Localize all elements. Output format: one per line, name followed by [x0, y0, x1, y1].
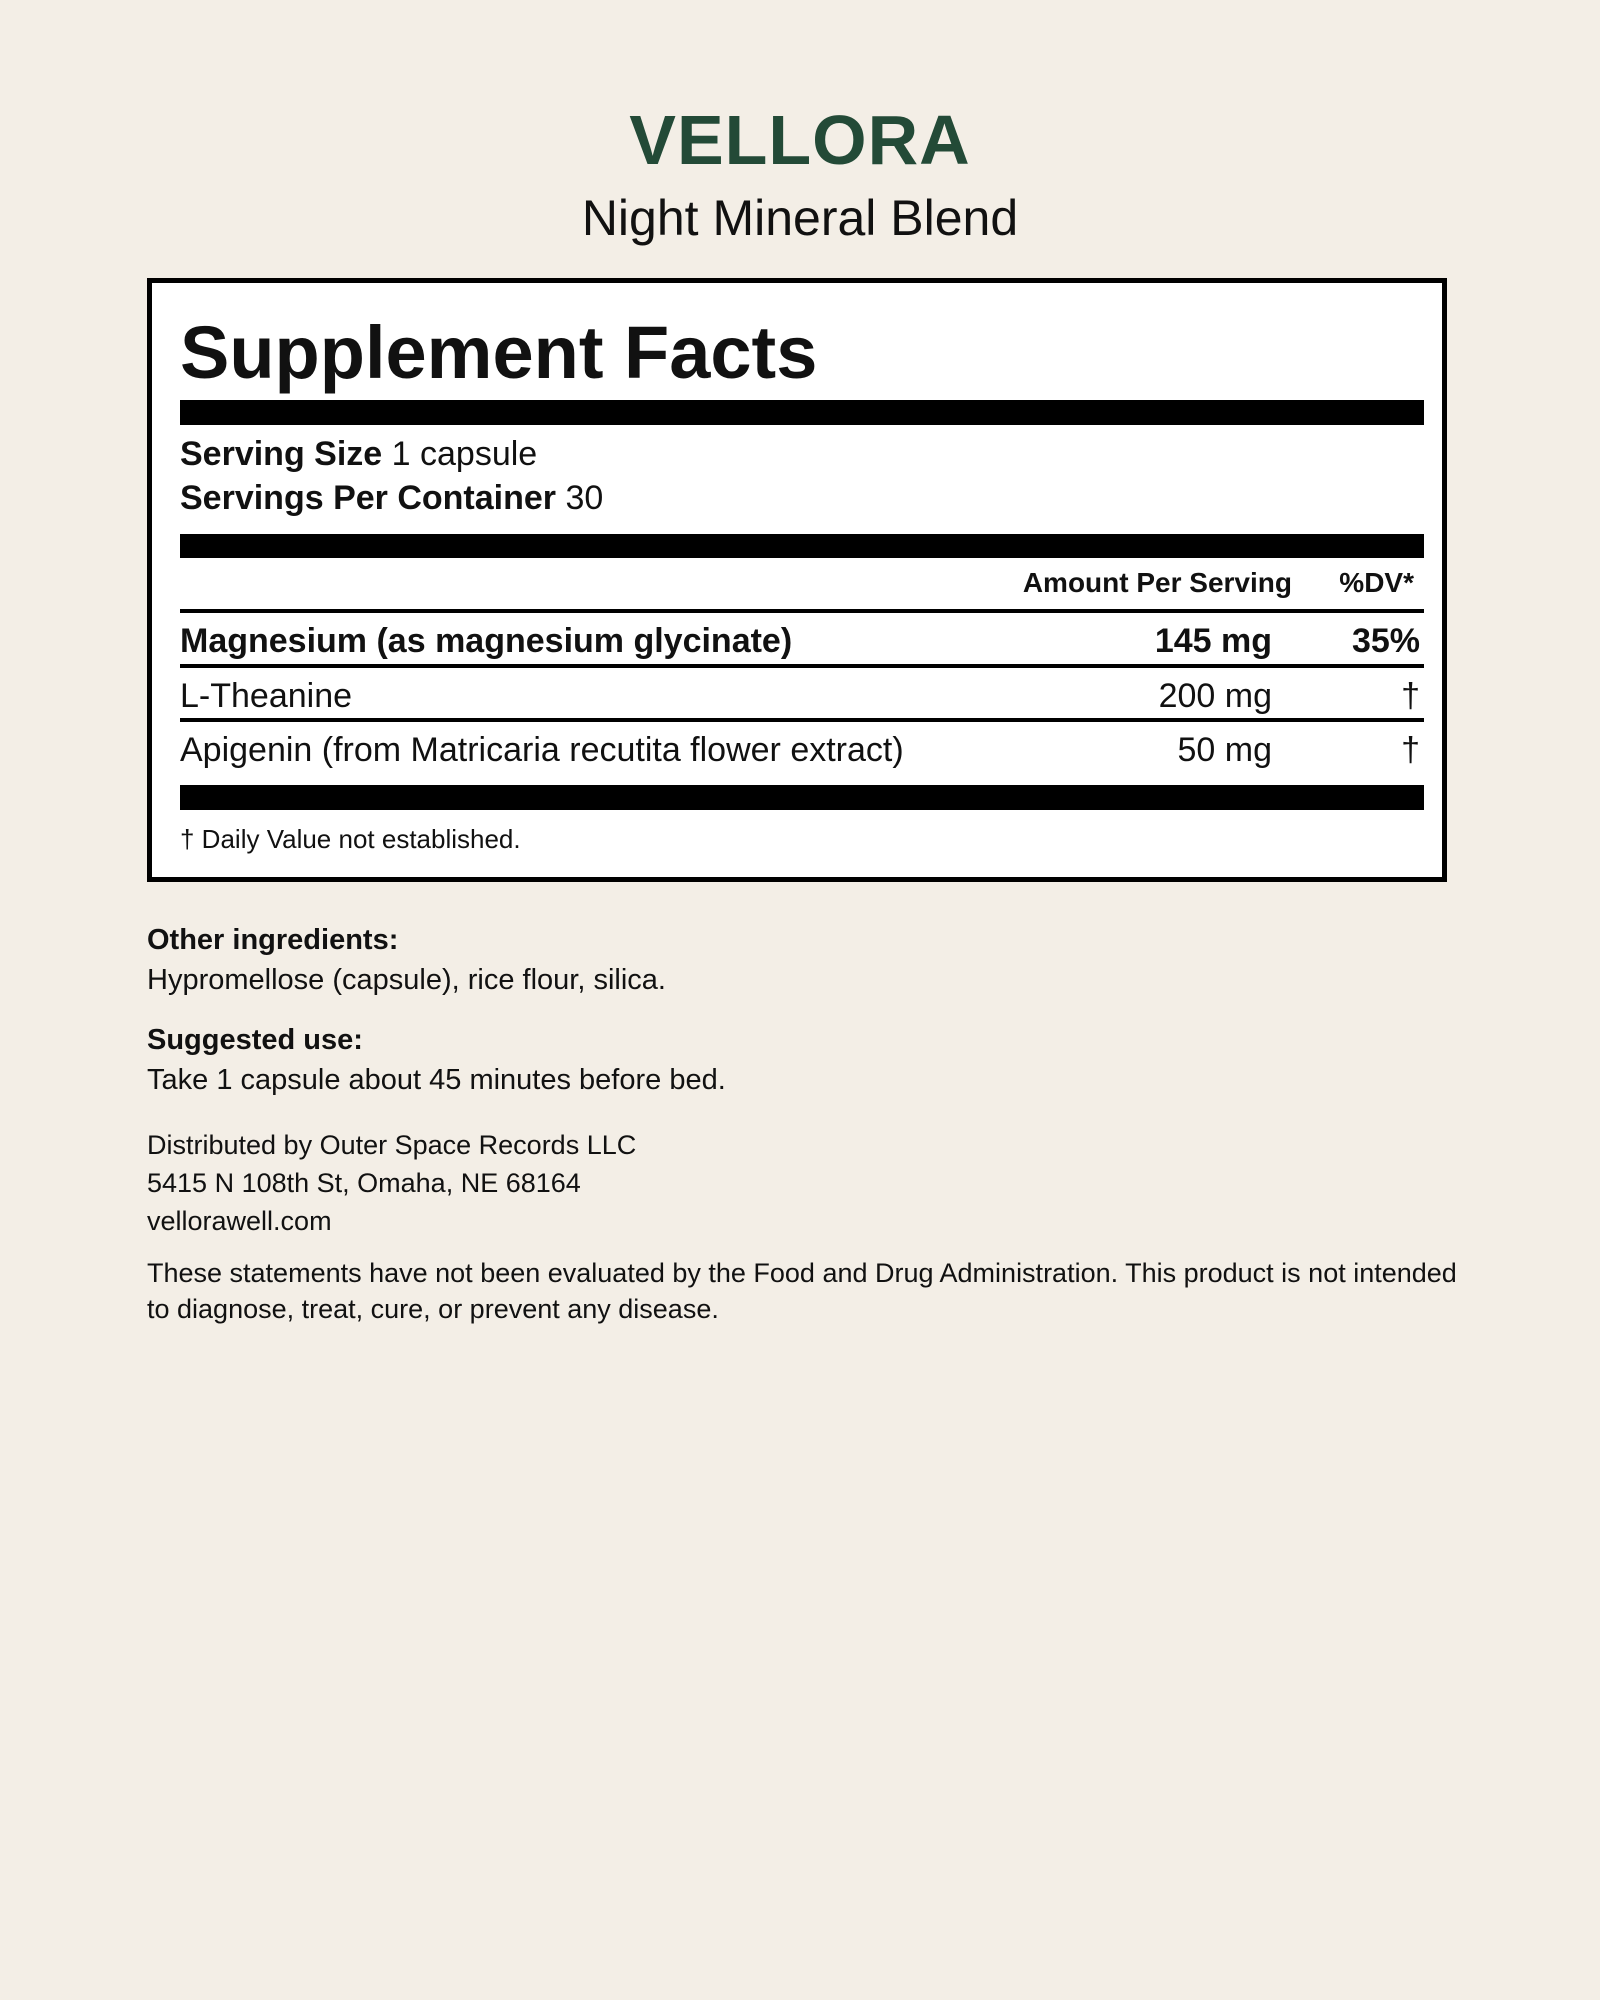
ingredient-row [180, 616, 1424, 666]
facts-title: Supplement Facts [180, 311, 818, 394]
suggested-use-text: Take 1 capsule about 45 minutes before bed. [147, 1064, 726, 1096]
supplement-facts-panel [147, 278, 1447, 882]
distributor-name: Distributed by Outer Space Records LLC [147, 1130, 637, 1160]
thick-divider [180, 400, 1424, 425]
row-divider [180, 718, 1424, 722]
ingredient-amount: 50 mg [1177, 731, 1272, 769]
ingredient-row [180, 725, 1424, 775]
dv-header: %DV* [1339, 567, 1414, 598]
ingredient-name: Magnesium (as magnesium glycinate) [180, 622, 793, 660]
product-name: Night Mineral Blend [581, 190, 1019, 246]
ingredient-dv: 35% [1351, 622, 1420, 660]
servings-per-container-label: Servings Per Container [180, 479, 557, 517]
distributor-info [147, 1126, 1467, 1240]
thick-divider [180, 785, 1424, 810]
serving-size-label: Serving Size [180, 435, 383, 473]
servings-per-container [180, 477, 603, 519]
ingredient-amount: 145 mg [1154, 622, 1272, 660]
row-divider [180, 609, 1424, 613]
row-divider [180, 664, 1424, 668]
dv-footnote: † Daily Value not established. [180, 824, 521, 854]
ingredient-dv: † [1401, 731, 1420, 769]
suggested-use-label: Suggested use: [147, 1024, 363, 1056]
distributor-website: vellorawell.com [147, 1206, 332, 1236]
suggested-use [147, 1020, 1467, 1100]
fda-disclaimer: These statements have not been evaluated by the Food and Drug Administration. This product is not intended to diagnose, treat, cure, or prevent any disease. [147, 1258, 1457, 1324]
ingredient-row [180, 671, 1424, 721]
ingredient-dv: † [1401, 677, 1420, 715]
ingredient-name: L-Theanine [180, 677, 353, 715]
brand-name: VELLORA [629, 101, 971, 179]
amount-per-serving-header: Amount Per Serving [1022, 567, 1292, 598]
other-ingredients [147, 920, 1467, 1000]
ingredient-amount: 200 mg [1158, 677, 1272, 715]
serving-size [180, 433, 537, 475]
thick-divider [180, 534, 1424, 558]
distributor-address: 5415 N 108th St, Omaha, NE 68164 [147, 1168, 581, 1198]
ingredient-name: Apigenin (from Matricaria recutita flower extract) [180, 731, 904, 769]
other-ingredients-text: Hypromellose (capsule), rice flour, silica. [147, 964, 666, 996]
servings-per-container-value: 30 [565, 479, 604, 517]
other-ingredients-label: Other ingredients: [147, 924, 399, 956]
serving-size-value: 1 capsule [391, 435, 538, 473]
